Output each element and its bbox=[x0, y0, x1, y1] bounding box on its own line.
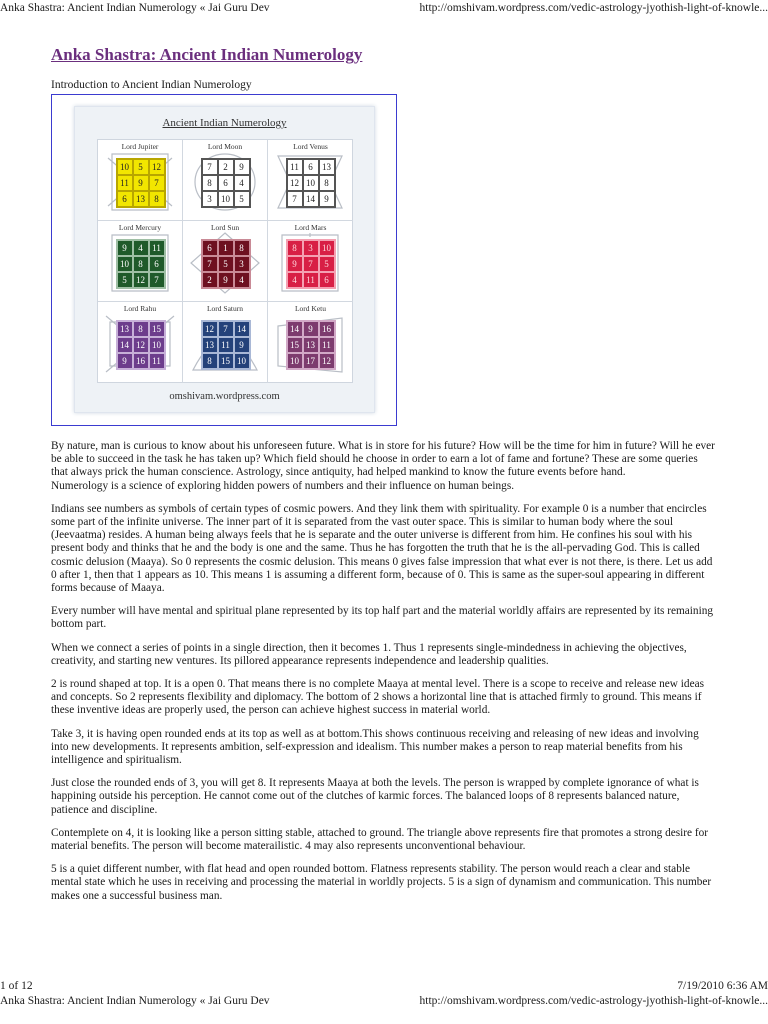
magic-square-number: 3 bbox=[202, 191, 218, 207]
magic-square-number: 14 bbox=[303, 191, 319, 207]
magic-square-number: 13 bbox=[202, 337, 218, 353]
magic-square-number: 14 bbox=[287, 321, 303, 337]
magic-square-number: 9 bbox=[218, 272, 234, 288]
magic-square bbox=[287, 321, 335, 369]
print-datetime: 7/19/2010 6:36 AM bbox=[677, 980, 768, 992]
magic-square-number: 10 bbox=[319, 240, 335, 256]
magic-square-lord-label: Lord Rahu bbox=[123, 304, 157, 313]
figure-title: Ancient Indian Numerology bbox=[162, 117, 287, 129]
magic-square-lord-label: Lord Mars bbox=[294, 223, 327, 232]
magic-square-number: 11 bbox=[149, 240, 165, 256]
magic-square-number: 4 bbox=[133, 240, 149, 256]
magic-square-cell bbox=[268, 302, 353, 383]
magic-square-number: 11 bbox=[287, 159, 303, 175]
magic-square-number: 11 bbox=[218, 337, 234, 353]
magic-square-number: 6 bbox=[319, 272, 335, 288]
magic-square bbox=[287, 159, 335, 207]
magic-square-number: 15 bbox=[218, 353, 234, 369]
magic-square-number: 8 bbox=[202, 353, 218, 369]
magic-square bbox=[117, 159, 165, 207]
next-print-header-title: Anka Shastra: Ancient Indian Numerology « Jai Guru Dev bbox=[0, 995, 270, 1007]
magic-square-lord-label: Lord Venus bbox=[293, 142, 328, 151]
magic-square-number: 13 bbox=[319, 159, 335, 175]
magic-square-number: 11 bbox=[319, 337, 335, 353]
magic-square-number: 4 bbox=[234, 175, 250, 191]
magic-square-number: 8 bbox=[287, 240, 303, 256]
magic-square-number: 11 bbox=[303, 272, 319, 288]
magic-square-number: 4 bbox=[287, 272, 303, 288]
paragraph-9: Contemplete on 4, it is looking like a person sitting stable, attached to ground. The triangle above represents fire that promotes a strong desire for material benefits. The person will become materailistic. 4 may also represents unconventional behaviour. bbox=[51, 826, 709, 853]
magic-square-number: 10 bbox=[234, 353, 250, 369]
paragraph-10: 5 is a quiet different number, with flat head and open rounded bottom. Flatness represents stability. The person would reach a clear and stable mental state which he uses in receiving and processing the material in worldly projects. 5 is a sign of dynamism and communication. This number makes one a successful business man. bbox=[51, 863, 712, 902]
magic-square-cell bbox=[98, 221, 183, 302]
magic-square bbox=[287, 240, 335, 288]
magic-square bbox=[202, 240, 250, 288]
magic-square-number: 2 bbox=[218, 159, 234, 175]
magic-square-number: 16 bbox=[319, 321, 335, 337]
magic-square-number: 12 bbox=[202, 321, 218, 337]
magic-square-number: 12 bbox=[133, 272, 149, 288]
magic-square-number: 9 bbox=[234, 337, 250, 353]
paragraph-7: Take 3, it is having open rounded ends at its top as well as at bottom.This shows continuous receiving and releasing of new ideas and involving into new developments. It represents ambition, self-expression and idealism. This number makes a person to reap material benefits from his intelligence and spiritualism. bbox=[51, 727, 699, 767]
magic-square-number: 8 bbox=[319, 175, 335, 191]
magic-square-number: 8 bbox=[149, 191, 165, 207]
magic-square-number: 4 bbox=[234, 272, 250, 288]
magic-square-number: 7 bbox=[303, 256, 319, 272]
magic-square-number: 15 bbox=[287, 337, 303, 353]
article-title[interactable]: Anka Shastra: Ancient Indian Numerology bbox=[51, 45, 363, 64]
magic-square-cell bbox=[268, 140, 353, 221]
magic-square-number: 15 bbox=[149, 321, 165, 337]
magic-square-number: 12 bbox=[319, 353, 335, 369]
magic-square-number: 6 bbox=[149, 256, 165, 272]
magic-square-number: 13 bbox=[117, 321, 133, 337]
next-print-header-url: http://omshivam.wordpress.com/vedic-astrology-jyothish-light-of-knowle... bbox=[419, 995, 768, 1007]
paragraph-3: Indians see numbers as symbols of certain types of cosmic powers. And they link them with spirituality. For example 0 is a number that encircles some part of the infinite universe. The inner part of it is separated from the vast outer space. This is similar to human body where the soul (Jeevaatma) resides. A human being always feels that he is separate and the outer universe is different from him. He confines his soul with his present body and thinks that he and the body is one and the same. Thus he has forgotten the truth that he is the all-pervading God. This is called cosmic delusion (Maaya). So 0 represents the cosmic delusion. This means 0 gives false impression that what ever is not there, is there. Let us add 0 after 1, then that 1 appears as 10. This means 1 is assuming a different form, because of 0. This is same as the super-soul appearing in different forms because of Maaya. bbox=[51, 502, 713, 595]
magic-square-number: 10 bbox=[149, 337, 165, 353]
magic-square-number: 10 bbox=[117, 159, 133, 175]
next-print-header bbox=[0, 993, 768, 1009]
magic-square-lord-label: Lord Sun bbox=[210, 223, 240, 232]
magic-square-number: 13 bbox=[133, 191, 149, 207]
magic-square-number: 7 bbox=[149, 175, 165, 191]
magic-square-number: 3 bbox=[234, 256, 250, 272]
magic-square-cell bbox=[98, 140, 183, 221]
magic-square-number: 11 bbox=[117, 175, 133, 191]
print-header-title: Anka Shastra: Ancient Indian Numerology « Jai Guru Dev bbox=[0, 2, 270, 14]
paragraph-2: Numerology is a science of exploring hidden powers of numbers and their influence on human beings. bbox=[51, 479, 515, 492]
magic-square-number: 10 bbox=[303, 175, 319, 191]
magic-square-number: 7 bbox=[149, 272, 165, 288]
page-number: 1 of 12 bbox=[0, 980, 33, 992]
magic-square-number: 12 bbox=[287, 175, 303, 191]
magic-square-cell bbox=[183, 221, 268, 302]
magic-square bbox=[202, 159, 250, 207]
magic-square-number: 3 bbox=[303, 240, 319, 256]
magic-squares-grid bbox=[97, 139, 353, 383]
magic-square-cell bbox=[98, 302, 183, 383]
magic-square-number: 10 bbox=[218, 191, 234, 207]
magic-square-number: 14 bbox=[234, 321, 250, 337]
paragraph-8: Just close the rounded ends of 3, you will get 8. It represents Maaya at both the levels. The person is wrapped by complete ignorance of what is happining outside his perception. He cannot come out of the clutches of karmic forces. The balanced loops of 8 represents balanced nature, patience and discipline. bbox=[51, 777, 699, 816]
magic-square-number: 12 bbox=[149, 159, 165, 175]
magic-square-number: 9 bbox=[303, 321, 319, 337]
magic-square-number: 13 bbox=[303, 337, 319, 353]
paragraph-6: 2 is round shaped at top. It is a open 0. That means there is no complete Maaya at mental level. There is a scope to receive and release new ideas and concepts. So 2 represents flexibility and diplomacy. The bottom of 2 shows a horizontal line that is attached firmly to ground. This means if these inventive ideas are properly used, the person can achieve highest success in material world. bbox=[51, 678, 705, 717]
magic-square bbox=[117, 321, 165, 369]
magic-square-lord-label: Lord Moon bbox=[207, 142, 243, 151]
magic-square-number: 10 bbox=[287, 353, 303, 369]
magic-square-number: 16 bbox=[133, 353, 149, 369]
magic-square-number: 11 bbox=[149, 353, 165, 369]
magic-square-number: 17 bbox=[303, 353, 319, 369]
print-header bbox=[0, 0, 768, 16]
magic-square-lord-label: Lord Saturn bbox=[206, 304, 244, 313]
magic-square-number: 5 bbox=[234, 191, 250, 207]
magic-square-number: 5 bbox=[133, 159, 149, 175]
magic-square-number: 1 bbox=[218, 240, 234, 256]
magic-square-number: 7 bbox=[287, 191, 303, 207]
paragraph-5: When we connect a series of points in a single direction, then it becomes 1. Thus 1 represents single-mindedness in achieving the objectives, creativity, and starting new ventures. Its pillored appearance represents independence and leadership qualities. bbox=[51, 641, 687, 667]
magic-square-number: 9 bbox=[117, 353, 133, 369]
magic-square bbox=[202, 321, 250, 369]
magic-square-cell bbox=[183, 140, 268, 221]
magic-square-lord-label: Lord Mercury bbox=[118, 223, 162, 232]
magic-square-number: 6 bbox=[218, 175, 234, 191]
figure-caption: omshivam.wordpress.com bbox=[169, 391, 280, 402]
magic-square-number: 8 bbox=[133, 321, 149, 337]
magic-square-number: 9 bbox=[287, 256, 303, 272]
print-header-url: http://omshivam.wordpress.com/vedic-astrology-jyothish-light-of-knowle... bbox=[419, 2, 768, 14]
magic-square-number: 9 bbox=[234, 159, 250, 175]
article-intro: Introduction to Ancient Indian Numerology bbox=[51, 79, 252, 91]
magic-square-lord-label: Lord Jupiter bbox=[121, 142, 159, 151]
magic-square-number: 5 bbox=[117, 272, 133, 288]
magic-square-number: 9 bbox=[133, 175, 149, 191]
article-body bbox=[51, 440, 717, 913]
magic-square-cell bbox=[268, 221, 353, 302]
magic-square-number: 8 bbox=[234, 240, 250, 256]
magic-square-number: 6 bbox=[117, 191, 133, 207]
magic-square-number: 6 bbox=[303, 159, 319, 175]
magic-square-cell bbox=[183, 302, 268, 383]
magic-square-number: 9 bbox=[319, 191, 335, 207]
magic-square-number: 5 bbox=[319, 256, 335, 272]
magic-square-number: 7 bbox=[202, 159, 218, 175]
magic-square-number: 14 bbox=[117, 337, 133, 353]
figure-card bbox=[74, 106, 375, 413]
numerology-figure[interactable] bbox=[51, 94, 397, 426]
magic-square-number: 7 bbox=[218, 321, 234, 337]
magic-square-number: 10 bbox=[117, 256, 133, 272]
magic-square bbox=[117, 240, 165, 288]
magic-square-lord-label: Lord Ketu bbox=[294, 304, 327, 313]
magic-square-number: 5 bbox=[218, 256, 234, 272]
magic-square-number: 12 bbox=[133, 337, 149, 353]
magic-square-number: 9 bbox=[117, 240, 133, 256]
magic-square-number: 7 bbox=[202, 256, 218, 272]
paragraph-1: By nature, man is curious to know about his unforeseen future. What is in store for his future? How will be the time for him in future? Will he ever be able to succeed in the task he has taken up? Which field should he choose in order to earn a lot of fame and fortune? These are some queries that always prick the human conscience. Astrology, since antiquity, had helped mankind to know the future events before hand. bbox=[51, 440, 715, 479]
magic-square-number: 8 bbox=[202, 175, 218, 191]
print-footer bbox=[0, 978, 768, 994]
paragraph-4: Every number will have mental and spiritual plane represented by its top half part and the material worldly affairs are represented by its remaining bottom part. bbox=[51, 605, 713, 631]
magic-square-number: 8 bbox=[133, 256, 149, 272]
magic-square-number: 6 bbox=[202, 240, 218, 256]
magic-square-number: 2 bbox=[202, 272, 218, 288]
